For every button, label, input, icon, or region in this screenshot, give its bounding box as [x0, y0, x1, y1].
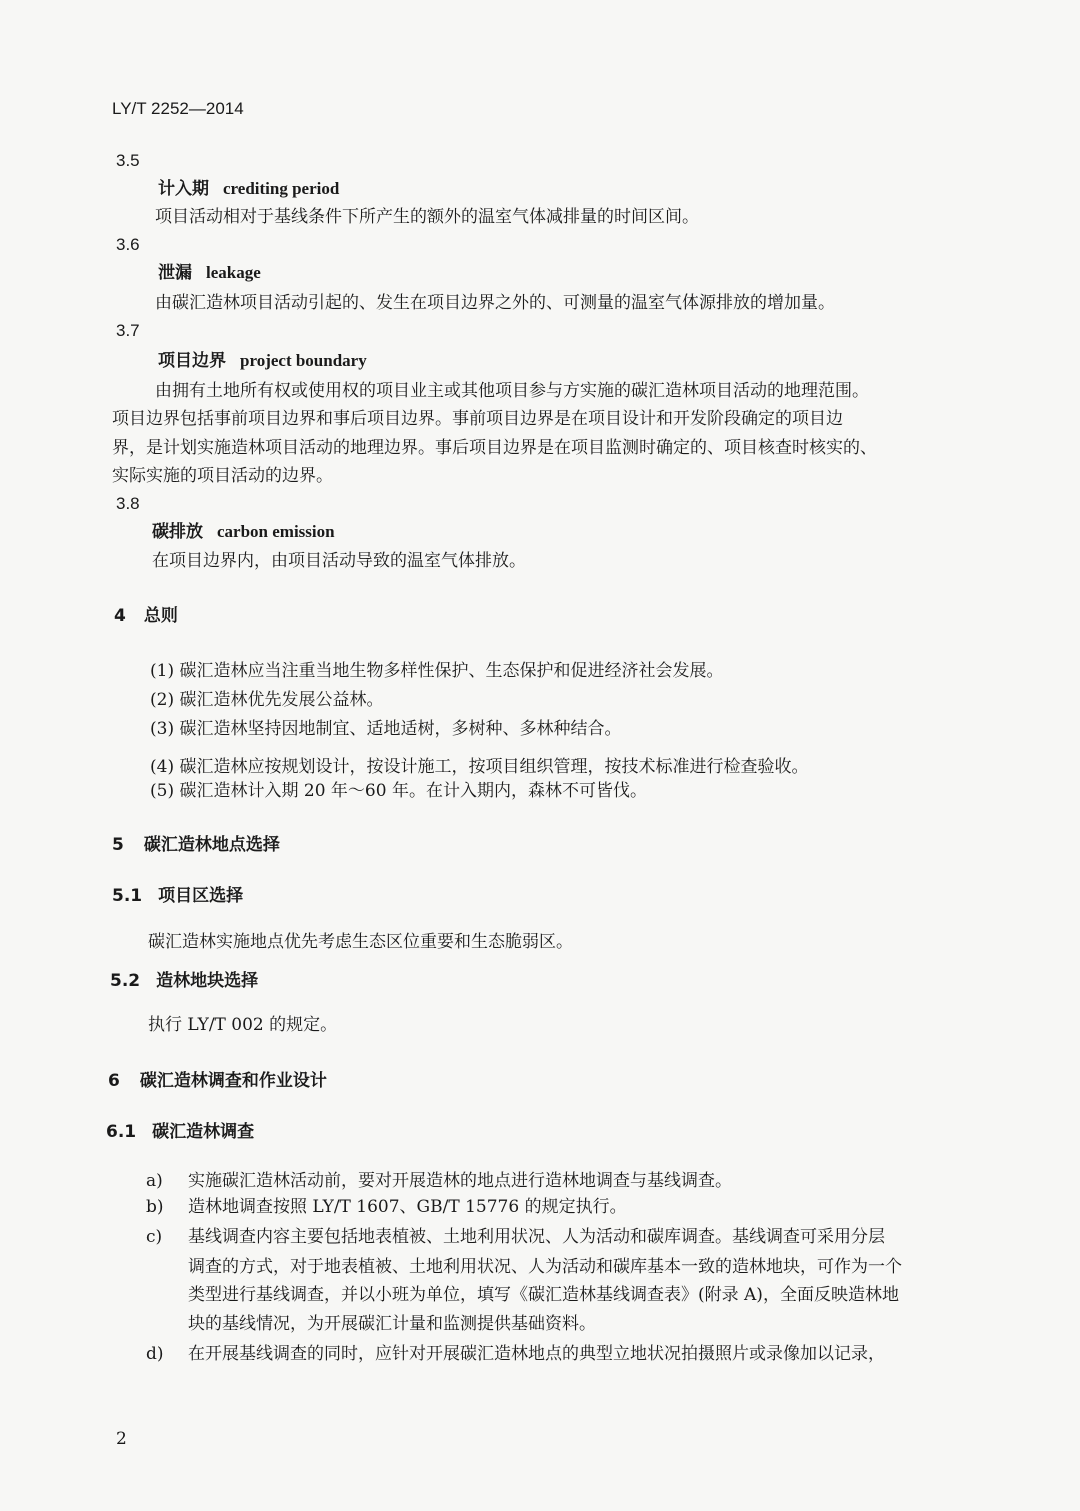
paragraph-5-2: 执行 LY/T 002 的规定。	[148, 1015, 338, 1035]
section-heading-5-1	[112, 885, 243, 907]
list-marker: c)	[146, 1227, 163, 1247]
term-zh: 泄漏	[158, 263, 192, 283]
page-number: 2	[116, 1429, 127, 1449]
term-zh: 计入期	[158, 179, 209, 199]
list-text: 造林地调查按照 LY/T 1607、GB/T 15776 的规定执行。	[188, 1197, 627, 1217]
term-3-8	[152, 521, 335, 543]
section-title: 碳汇造林调查和作业设计	[139, 1071, 327, 1091]
term-en: crediting period	[223, 179, 340, 198]
term-en: project boundary	[240, 351, 367, 370]
list-item: (4) 碳汇造林应按规划设计，按设计施工，按项目组织管理，按技术标准进行检查验收。	[150, 757, 809, 777]
definition-3-5: 项目活动相对于基线条件下所产生的额外的温室气体减排量的时间区间。	[155, 207, 699, 227]
list-marker: b)	[146, 1197, 164, 1217]
section-number: 5	[112, 835, 124, 855]
term-en: leakage	[206, 263, 261, 282]
list-text: 实施碳汇造林活动前，要对开展造林的地点进行造林地调查与基线调查。	[188, 1171, 732, 1191]
list-item-c-line-4: 块的基线情况，为开展碳汇计量和监测提供基础资料。	[188, 1314, 596, 1334]
list-item: (3) 碳汇造林坚持因地制宜、适地适树，多树种、多林种结合。	[150, 719, 622, 739]
list-text: 在开展基线调查的同时，应针对开展碳汇造林地点的典型立地状况拍摄照片或录像加以记录，	[188, 1344, 885, 1364]
term-3-5	[158, 178, 339, 200]
section-heading-6-1	[106, 1121, 254, 1143]
list-item-b	[146, 1196, 627, 1218]
standard-code-header: LY/T 2252—2014	[112, 99, 244, 118]
section-title: 总则	[143, 606, 178, 626]
list-item: (5) 碳汇造林计入期 20 年～60 年。在计入期内，森林不可皆伐。	[150, 781, 647, 801]
section-title: 项目区选择	[158, 886, 244, 906]
section-heading-5	[112, 834, 280, 856]
paragraph-5-1: 碳汇造林实施地点优先考虑生态区位重要和生态脆弱区。	[148, 932, 573, 952]
section-heading-6	[108, 1070, 327, 1092]
clause-number-3-7: 3.7	[116, 321, 140, 340]
list-item-d	[146, 1343, 885, 1365]
list-marker: d)	[146, 1344, 164, 1364]
list-item: (1) 碳汇造林应当注重当地生物多样性保护、生态保护和促进经济社会发展。	[150, 661, 724, 681]
term-zh: 项目边界	[158, 351, 226, 371]
list-item: (2) 碳汇造林优先发展公益林。	[150, 690, 384, 710]
list-text: 基线调查内容主要包括地表植被、土地利用状况、人为活动和碳库调查。基线调查可采用分层	[188, 1227, 885, 1247]
section-number: 6	[108, 1071, 120, 1091]
section-number: 6.1	[106, 1122, 137, 1142]
clause-number-3-6: 3.6	[116, 235, 140, 254]
definition-3-7-line-2: 项目边界包括事前项目边界和事后项目边界。事前项目边界是在项目设计和开发阶段确定的项目边	[112, 409, 843, 429]
section-title: 碳汇造林调查	[152, 1122, 255, 1142]
section-number: 4	[114, 606, 126, 626]
clause-number-3-8: 3.8	[116, 494, 140, 513]
definition-3-6: 由碳汇造林项目活动引起的、发生在项目边界之外的、可测量的温室气体源排放的增加量。	[155, 293, 835, 313]
clause-number-3-5: 3.5	[116, 151, 140, 170]
term-3-6	[158, 262, 261, 284]
definition-3-8: 在项目边界内，由项目活动导致的温室气体排放。	[152, 551, 526, 571]
definition-3-7-line-4: 实际实施的项目活动的边界。	[112, 466, 333, 486]
list-item-c	[146, 1226, 885, 1248]
list-item-c-line-3: 类型进行基线调查，并以小班为单位，填写《碳汇造林基线调查表》(附录 A)，全面反映造林地	[188, 1285, 899, 1305]
section-number: 5.2	[110, 971, 141, 991]
section-heading-5-2	[110, 970, 258, 992]
term-zh: 碳排放	[152, 522, 203, 542]
section-heading-4	[114, 605, 178, 627]
list-marker: a)	[146, 1171, 163, 1191]
definition-3-7-line-1: 由拥有土地所有权或使用权的项目业主或其他项目参与方实施的碳汇造林项目活动的地理范围。	[155, 381, 869, 401]
list-item-a	[146, 1170, 732, 1192]
section-title: 碳汇造林地点选择	[143, 835, 280, 855]
list-item-c-line-2: 调查的方式，对于地表植被、土地利用状况、人为活动和碳库基本一致的造林地块，可作为一个	[188, 1257, 902, 1277]
term-en: carbon emission	[217, 522, 335, 541]
section-title: 造林地块选择	[156, 971, 259, 991]
definition-3-7-line-3: 界，是计划实施造林项目活动的地理边界。事后项目边界是在项目监测时确定的、项目核查时核实的、	[112, 438, 877, 458]
term-3-7	[158, 350, 367, 372]
section-number: 5.1	[112, 886, 143, 906]
